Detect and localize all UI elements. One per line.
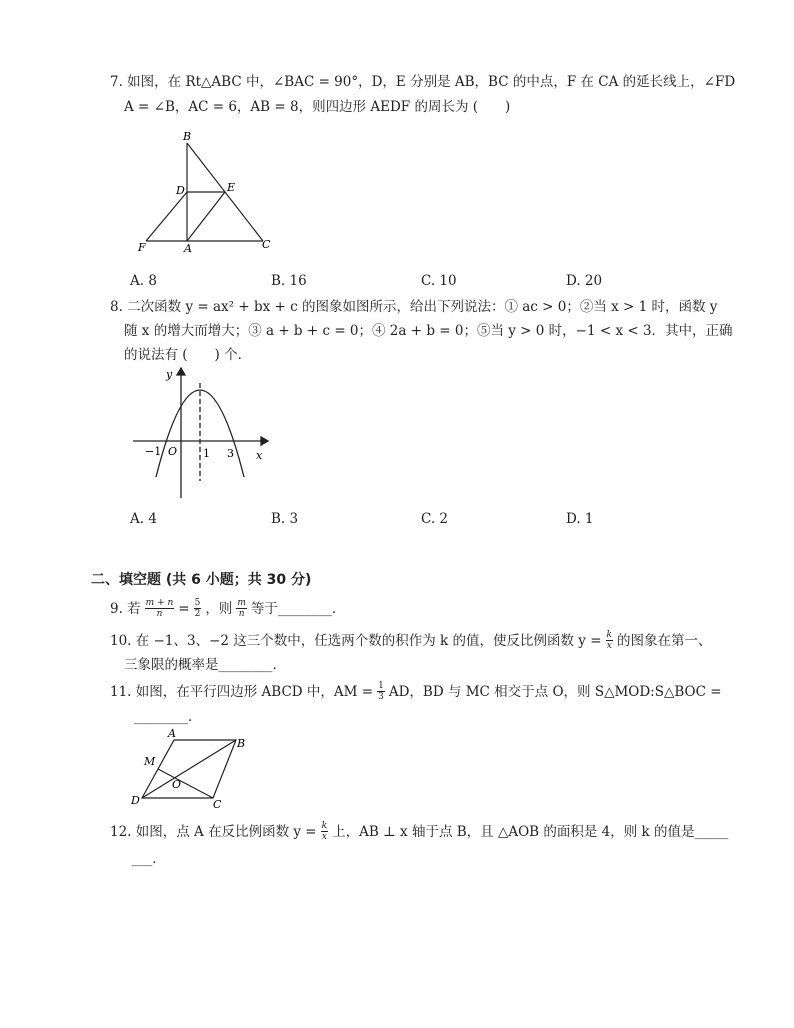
q8-label-neg1: −1 [145,445,162,458]
q9-mid: ，则 [205,600,233,617]
q9-frac-num: m + n [145,598,174,608]
q9-fraction-query [236,598,247,619]
q10-frac-num: k [606,630,612,640]
q7-choice-d: D. 20 [566,273,603,289]
q9-val-den: 2 [194,609,201,619]
q11-label-O: O [172,778,182,791]
q8-choice-d: D. 1 [566,511,594,527]
q11-prefix: 11. 如图，在平行四边形 ABCD 中，AM = [110,683,374,700]
q7-label-B: B [183,130,192,143]
q10-suffix: 的图象在第一、 [617,632,712,649]
q11-text-line2: ________． [134,709,202,725]
q11-suffix: AD，BD 与 MC 相交于点 O，则 S△MOD:S△BOC = [388,683,722,700]
q10-text-line1 [110,630,712,651]
q9-fraction-lhs [145,598,175,619]
q11-label-C: C [213,798,222,810]
section-title-fill-in: 二、填空题 (共 6 小题；共 30 分) [91,572,312,588]
q8-label-origin: O [168,445,178,458]
q8-choice-a: A. 4 [130,511,157,527]
q7-label-F: F [138,241,146,254]
q12-frac-den: x [321,832,327,842]
q8-label-x: x [256,449,263,462]
q9-q-den: n [238,609,245,619]
q10-frac-den: x [606,641,612,651]
q7-choice-c: C. 10 [421,273,457,289]
q10-prefix: 10. 在 −1、3、−2 这三个数中，任选两个数的积作为 k 的值，使反比例函数 y = [110,632,602,649]
q11-parallelogram-figure [128,728,258,810]
q9-frac-den: n [156,609,163,619]
q11-label-A: A [168,728,176,740]
q7-choice-b: B. 16 [271,273,307,289]
q11-label-B: B [237,737,246,750]
q8-choice-b: B. 3 [271,511,299,527]
q10-text-line2: 三象限的概率是________． [124,657,286,673]
q11-label-D: D [131,794,140,807]
q10-fraction [606,630,613,651]
q7-label-D: D [176,184,185,197]
q9-eq: = [178,600,190,617]
q8-label-1: 1 [203,447,210,460]
q7-text-line1: 7. 如图，在 Rt△ABC 中，∠BAC = 90°，D，E 分别是 AB，BC 的中点，F 在 CA 的延长线上，∠FD [110,74,736,90]
q8-choice-c: C. 2 [421,511,449,527]
q12-suffix: 上，AB ⊥ x 轴于点 B，且 △AOB 的面积是 4，则 k 的值是_____ [332,823,729,840]
q7-label-E: E [227,181,236,194]
q9-suffix: 等于________． [250,600,346,617]
q12-text-line2: ___． [132,851,166,867]
q8-text-line2: 随 x 的增大而增大；③ a + b + c = 0；④ 2a + b = 0；⑤当 y > 0 时，−1 < x < 3．其中，正确 [124,323,733,339]
q8-parabola-figure [128,365,273,500]
q7-triangle-figure [130,128,280,258]
q11-fraction [377,681,385,702]
q12-fraction [321,821,328,842]
q11-label-M: M [144,755,156,768]
q11-text-line1 [110,681,722,702]
q9-prefix: 9. 若 [110,600,141,617]
q11-frac-den: 3 [378,692,384,702]
q7-label-A: A [184,242,192,255]
q8-label-3: 3 [227,447,234,460]
q9-val-num: 5 [194,598,201,608]
q9-text [110,598,345,619]
q9-fraction-rhs [194,598,202,619]
q8-label-y: y [166,368,173,381]
q12-frac-num: k [321,821,328,831]
q7-text-line2: A = ∠B，AC = 6，AB = 8，则四边形 AEDF 的周长为 ( ) [124,99,511,115]
q12-prefix: 12. 如图，点 A 在反比例函数 y = [110,823,317,840]
q11-frac-num: 1 [378,681,384,691]
q8-text-line3: 的说法有 ( ) 个． [124,347,252,363]
q7-label-C: C [262,238,271,251]
q9-q-num: m [237,598,246,608]
q12-text-line1 [110,821,728,842]
q8-text-line1: 8. 二次函数 y = ax² + bx + c 的图象如图所示，给出下列说法：① ac > 0；②当 x > 1 时，函数 y [110,299,718,315]
q7-choice-a: A. 8 [130,273,157,289]
